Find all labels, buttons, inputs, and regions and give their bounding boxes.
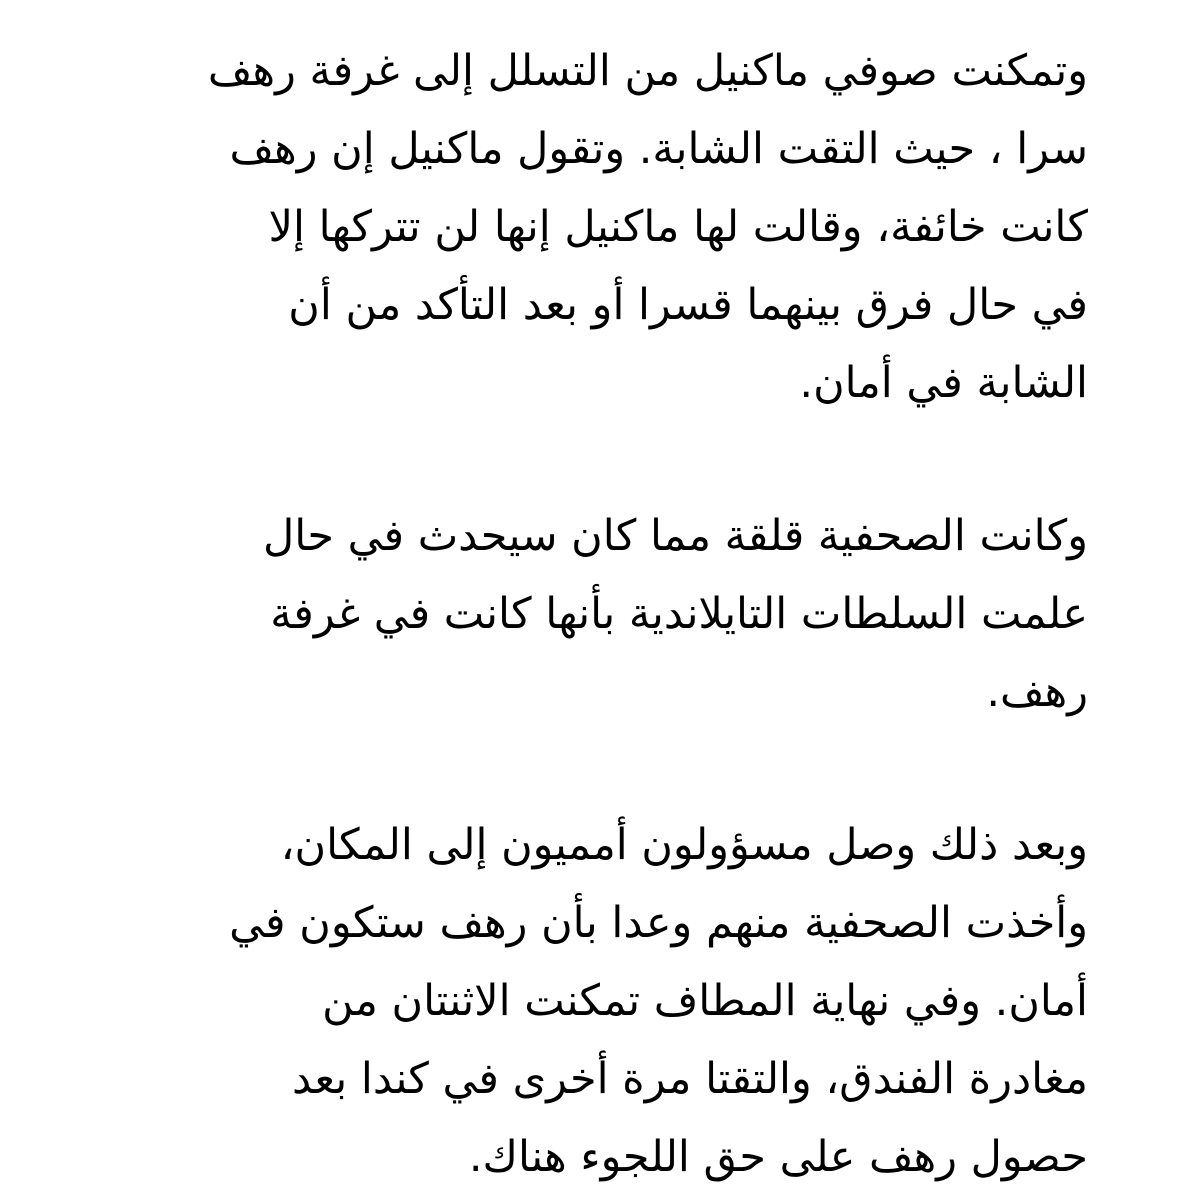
text-line: حصول رهف على حق اللجوء هناك.: [468, 1132, 1088, 1182]
paragraph-3: [112, 806, 1088, 1196]
text-line: مغادرة الفندق، والتقتا مرة أخرى في كندا بعد: [291, 1054, 1088, 1104]
text-line: أمان. وفي نهاية المطاف تمكنت الاثنتان من: [322, 976, 1088, 1026]
text-line: في حال فرق بينهما قسرا أو بعد التأكد من أن: [288, 280, 1088, 330]
paragraph-spacer: [112, 422, 1088, 497]
text-line: علمت السلطات التايلاندية بأنها كانت في غرفة: [270, 589, 1088, 639]
text-line: وتمكنت صوفي ماكنيل من التسلل إلى غرفة رهف: [207, 46, 1088, 96]
text-line: رهف.: [986, 667, 1088, 717]
text-line: الشابة في أمان.: [799, 358, 1088, 408]
paragraph-spacer: [112, 731, 1088, 806]
text-line: كانت خائفة، وقالت لها ماكنيل إنها لن تتركها إلا: [268, 202, 1088, 252]
text-line: وبعد ذلك وصل مسؤولون أمميون إلى المكان،: [280, 820, 1088, 870]
text-line: سرا ، حيث التقت الشابة. وتقول ماكنيل إن رهف: [229, 124, 1088, 174]
paragraph-1: [112, 32, 1088, 422]
paragraph-2: [112, 497, 1088, 731]
text-line: وأخذت الصحفية منهم وعدا بأن رهف ستكون في: [229, 898, 1088, 948]
text-line: وكانت الصحفية قلقة مما كان سيحدث في حال: [263, 511, 1088, 561]
